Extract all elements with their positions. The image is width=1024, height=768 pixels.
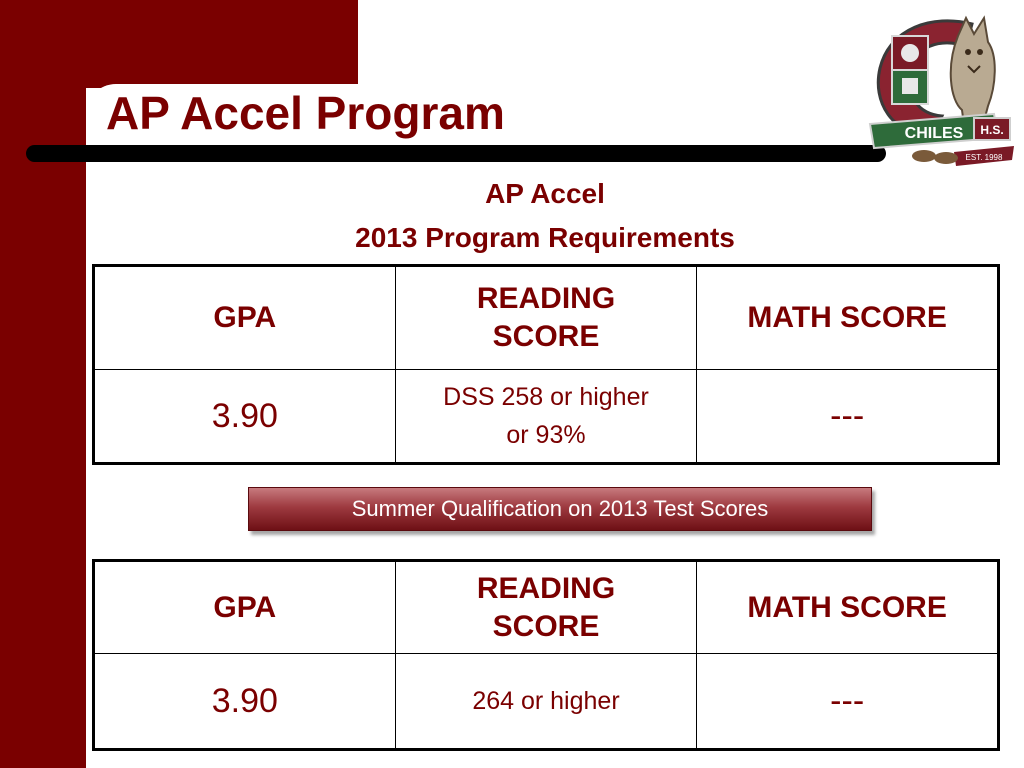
header-gpa: GPA [94,266,396,370]
header-gpa: GPA [94,561,396,654]
logo-school-name: CHILES [904,125,964,142]
wolf-crest-icon [862,6,1018,174]
reading-score-line2: or 93% [506,421,586,449]
top-accent-band [0,0,358,88]
subtitle-program-name: AP Accel [485,178,605,209]
logo-hs-label: H.S. [980,123,1004,137]
header-reading-score-text: READING SCORE [476,282,616,353]
table-header-row [94,561,999,654]
header-math-score: MATH SCORE [697,266,999,370]
table-row [94,654,999,750]
header-reading-score [395,561,697,654]
slide-title: AP Accel Program [106,87,505,139]
logo-established: EST. 1998 [965,153,1003,162]
table-row [94,370,999,464]
math-score-value: --- [697,654,999,750]
title-divider [26,145,886,162]
reading-score-value [395,370,697,464]
requirements-table-summer [92,559,1000,751]
summer-qualification-banner: Summer Qualification on 2013 Test Scores [248,487,872,531]
table-header-row [94,266,999,370]
header-reading-score [395,266,697,370]
math-score-value: --- [697,370,999,464]
reading-score-line1: DSS 258 or higher [443,383,649,411]
school-logo-graphic [862,6,1018,174]
header-math-score: MATH SCORE [697,561,999,654]
gpa-value: 3.90 [94,654,396,750]
subtitle-requirements: 2013 Program Requirements [355,222,735,253]
gpa-value: 3.90 [94,370,396,464]
left-accent-band [0,0,86,768]
reading-score-value: 264 or higher [395,654,697,750]
header-reading-score-text: READING SCORE [476,571,616,643]
requirements-table-2013 [92,264,1000,465]
